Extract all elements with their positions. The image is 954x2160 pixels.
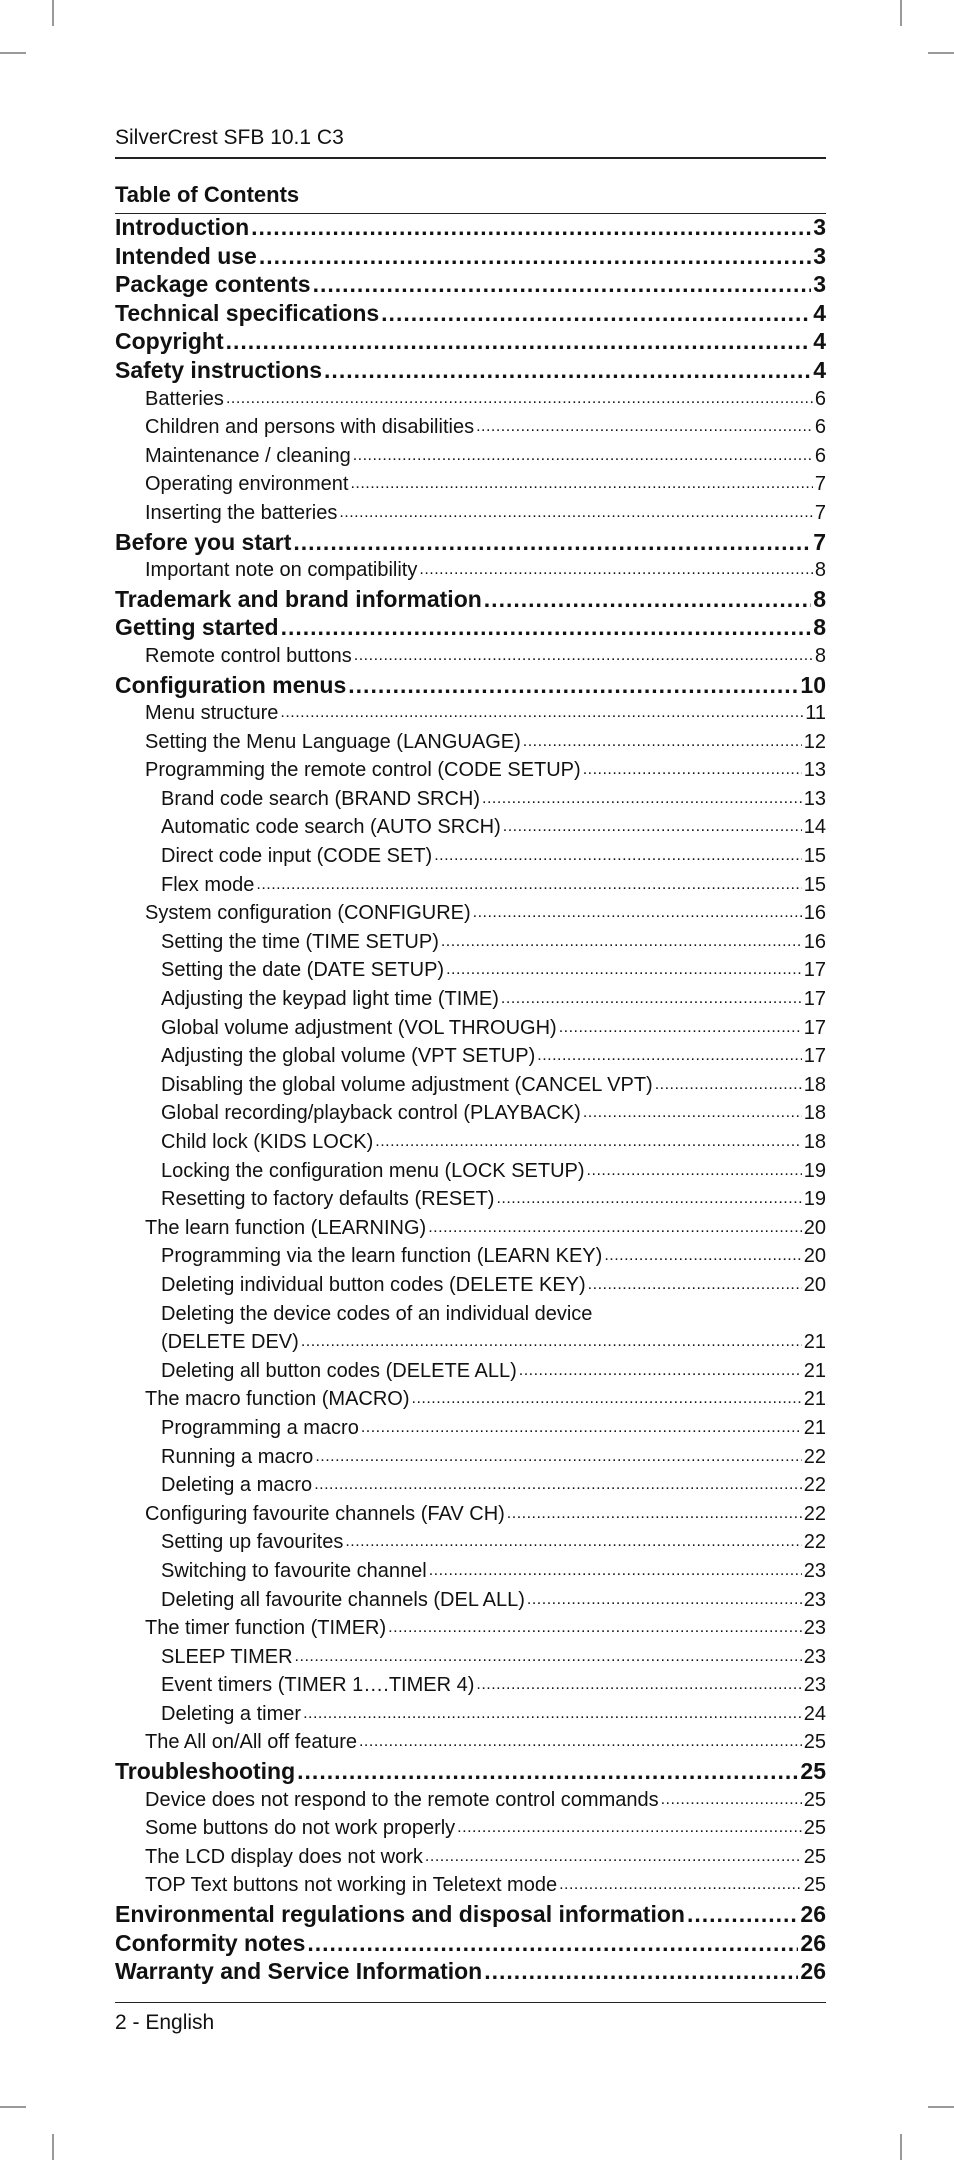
toc-entry[interactable]	[115, 699, 826, 728]
toc-entry-page: 19	[803, 1159, 826, 1182]
toc-entry-page: 23	[803, 1588, 826, 1611]
toc-entry-title: Inserting the batteries	[145, 501, 338, 524]
dot-leader	[537, 1042, 802, 1071]
toc-entry-title: Programming the remote control (CODE SETUP)	[145, 759, 581, 782]
toc-entry-title: Global volume adjustment (VOL THROUGH)	[161, 1016, 557, 1039]
toc-entry-title: Setting up favourites	[161, 1531, 344, 1554]
dot-leader	[350, 470, 812, 499]
dot-leader	[293, 528, 811, 557]
crop-mark	[0, 52, 26, 54]
crop-mark	[900, 2134, 902, 2160]
dot-leader	[348, 671, 798, 700]
toc-entry[interactable]	[115, 242, 826, 271]
toc-entry-title: Environmental regulations and disposal information	[115, 1901, 685, 1928]
toc-entry[interactable]	[115, 213, 826, 242]
toc-entry-title: Introduction	[115, 214, 250, 240]
toc-entry-page: 26	[800, 1929, 826, 1956]
toc-entry-title: Event timers (TIMER 1….TIMER 4)	[161, 1674, 475, 1697]
toc-entry[interactable]	[115, 928, 826, 957]
toc-entry[interactable]	[115, 499, 826, 528]
toc-entry[interactable]	[115, 442, 826, 471]
dot-leader	[507, 1500, 802, 1529]
toc-entry-title: Device does not respond to the remote control commands	[145, 1788, 659, 1811]
dot-leader	[425, 1843, 802, 1872]
toc-entry[interactable]	[115, 470, 826, 499]
dot-leader	[588, 1271, 802, 1300]
toc-entry-page: 3	[813, 242, 826, 269]
toc-entry-page: 22	[803, 1474, 826, 1497]
toc-entry-page: 15	[803, 845, 826, 868]
toc-entry[interactable]	[115, 1128, 826, 1157]
toc-entry[interactable]	[115, 1728, 826, 1757]
dot-leader	[339, 499, 813, 528]
toc-entry[interactable]	[115, 1500, 826, 1529]
toc-entry-title: Setting the date (DATE SETUP)	[161, 959, 445, 982]
toc-entry-page: 23	[803, 1617, 826, 1640]
toc-entry[interactable]	[115, 756, 826, 785]
toc-entry-title: Deleting individual button codes (DELETE KEY)	[161, 1273, 586, 1296]
toc-entry[interactable]	[115, 871, 826, 900]
crop-mark	[928, 2106, 954, 2108]
toc-entry-page: 16	[803, 930, 826, 953]
toc-entry[interactable]	[115, 585, 826, 614]
dot-leader	[476, 1671, 801, 1700]
toc-entry[interactable]	[115, 1443, 826, 1472]
toc-entry-title: Some buttons do not work properly	[145, 1817, 456, 1840]
dot-leader	[315, 1443, 801, 1472]
toc-entry-page: 14	[803, 816, 826, 839]
toc-entry-title: Warranty and Service Information	[115, 1958, 483, 1985]
toc-entry[interactable]	[115, 1643, 826, 1672]
toc-entry-title: Resetting to factory defaults (RESET)	[161, 1188, 495, 1211]
dot-leader	[226, 385, 813, 414]
dot-leader	[661, 1786, 802, 1815]
toc-entry-page: 25	[803, 1817, 826, 1840]
toc-entry[interactable]	[115, 1700, 826, 1729]
toc-entry-title: Deleting all favourite channels (DEL ALL)	[161, 1588, 525, 1611]
toc-entry[interactable]	[115, 842, 826, 871]
toc-entry-page: 18	[803, 1073, 826, 1096]
dot-leader	[476, 413, 813, 442]
toc-entry-title: System configuration (CONFIGURE)	[145, 902, 471, 925]
toc-entry-title: Programming a macro	[161, 1416, 359, 1439]
toc-entry-page: 8	[814, 644, 826, 667]
toc-entry-page: 23	[803, 1674, 826, 1697]
toc-entry-title: Global recording/playback control (PLAYBACK)	[161, 1102, 581, 1125]
dot-leader	[655, 1071, 802, 1100]
toc-entry[interactable]	[115, 785, 826, 814]
toc-entry[interactable]	[115, 1042, 826, 1071]
toc-entry-title: Deleting the device codes of an individual device	[161, 1302, 593, 1325]
toc-entry-page: 6	[814, 444, 826, 467]
dot-leader	[381, 299, 811, 328]
dot-leader	[412, 1385, 802, 1414]
toc-entry-title: Running a macro	[161, 1445, 314, 1468]
toc-entry-page: 22	[803, 1502, 826, 1525]
toc-entry[interactable]	[115, 671, 826, 700]
toc-entry-page: 25	[803, 1731, 826, 1754]
dot-leader	[587, 1157, 802, 1186]
dot-leader	[429, 1557, 802, 1586]
toc-entry[interactable]	[115, 1099, 826, 1128]
toc-entry[interactable]	[115, 956, 826, 985]
crop-mark	[900, 0, 902, 26]
dot-leader	[251, 213, 811, 242]
toc-entry-title: Before you start	[115, 528, 292, 555]
toc-entry-title: Important note on compatibility	[145, 559, 418, 582]
toc-entry-page: 8	[814, 559, 826, 582]
toc-title: Table of Contents	[115, 180, 826, 214]
toc-entry[interactable]	[115, 1185, 826, 1214]
toc-entry-page: 23	[803, 1645, 826, 1668]
toc-entry-title: Direct code input (CODE SET)	[161, 845, 433, 868]
toc-entry-page: 4	[813, 299, 826, 326]
toc-entry-page: 4	[813, 356, 826, 383]
toc-entry[interactable]	[115, 1014, 826, 1043]
dot-leader	[313, 270, 812, 299]
dot-leader	[314, 1471, 802, 1500]
toc-entry[interactable]	[115, 985, 826, 1014]
toc-entry-title: Configuration menus	[115, 671, 347, 698]
dot-leader	[434, 842, 802, 871]
toc-entry[interactable]	[115, 1157, 826, 1186]
dot-leader	[559, 1871, 802, 1900]
toc-entry-page: 21	[803, 1388, 826, 1411]
dot-leader	[388, 1614, 802, 1643]
crop-mark	[928, 52, 954, 54]
toc-entry-page: 25	[803, 1845, 826, 1868]
toc-entry-title: Package contents	[115, 271, 311, 298]
toc-entry-title: Children and persons with disabilities	[145, 416, 475, 439]
crop-mark	[0, 2106, 26, 2108]
toc-entry-title: Setting the Menu Language (LANGUAGE)	[145, 730, 521, 753]
toc-entry-title: Child lock (KIDS LOCK)	[161, 1131, 374, 1153]
toc-entry[interactable]	[115, 356, 826, 385]
dot-leader	[375, 1128, 801, 1157]
toc-entry[interactable]	[115, 642, 826, 671]
toc-entry-title: Programming via the learn function (LEARN KEY)	[161, 1245, 603, 1268]
toc-entry[interactable]	[115, 1871, 826, 1900]
toc-entry[interactable]	[115, 1357, 826, 1386]
toc-entry[interactable]	[115, 1071, 826, 1100]
toc-entry-page: 11	[805, 702, 826, 725]
toc-entry[interactable]	[115, 1614, 826, 1643]
dot-leader	[583, 756, 802, 785]
toc-entry-page: 25	[803, 1788, 826, 1811]
toc-entry-title: Batteries	[145, 387, 224, 410]
crop-mark	[52, 2134, 54, 2160]
toc-entry-page: 20	[803, 1273, 826, 1296]
dot-leader	[583, 1099, 802, 1128]
dot-leader	[687, 1900, 798, 1929]
dot-leader	[345, 1528, 801, 1557]
dot-leader	[226, 327, 812, 356]
toc-entry[interactable]	[115, 413, 826, 442]
dot-leader	[353, 442, 813, 471]
toc-entry-page: 21	[803, 1331, 826, 1354]
toc-entry-page: 13	[803, 759, 826, 782]
dot-leader	[359, 1728, 802, 1757]
toc-entry-title: Getting started	[115, 614, 279, 641]
dot-leader	[482, 785, 802, 814]
toc-entry-title: Switching to favourite channel	[161, 1559, 427, 1582]
dot-leader	[496, 1185, 801, 1214]
dot-leader	[259, 242, 811, 271]
dot-leader	[301, 1328, 802, 1357]
toc-entry-page: 6	[814, 387, 826, 410]
toc-entry-title: Adjusting the keypad light time (TIME)	[161, 988, 499, 1011]
dot-leader	[559, 1014, 802, 1043]
toc-entry-page: 25	[800, 1758, 826, 1785]
toc-entry-title: The All on/All off feature	[145, 1731, 357, 1754]
toc-entry-page: 21	[803, 1416, 826, 1439]
toc-entry-title: SLEEP TIMER	[161, 1645, 293, 1668]
toc-entry-page: 25	[803, 1874, 826, 1897]
toc-entry[interactable]	[115, 1528, 826, 1557]
toc-entry-title: Operating environment	[145, 473, 349, 496]
dot-leader	[604, 1242, 801, 1271]
toc-entry-page: 20	[803, 1245, 826, 1268]
toc-entry-page: 17	[803, 988, 826, 1011]
toc-entry-page: 4	[813, 328, 826, 355]
dot-leader	[303, 1700, 802, 1729]
page-footer: 2 - English	[115, 2002, 826, 2043]
toc-entry-page: 13	[803, 787, 826, 810]
toc-entry-page: 7	[813, 528, 826, 555]
toc-entry[interactable]	[115, 813, 826, 842]
dot-leader	[527, 1586, 802, 1615]
toc-entry-title: (DELETE DEV)	[161, 1331, 299, 1354]
toc-entry-title: Troubleshooting	[115, 1758, 296, 1785]
toc-entry-page: 7	[814, 473, 826, 496]
toc-entry-page: 6	[814, 416, 826, 439]
toc-entry-page: 18	[803, 1102, 826, 1125]
toc-entry[interactable]	[115, 1814, 826, 1843]
toc-entry-page: 22	[803, 1531, 826, 1554]
toc-entry-page: 10	[800, 671, 826, 698]
toc-entry[interactable]	[115, 1214, 826, 1243]
toc-entry[interactable]	[115, 728, 826, 757]
toc-entry-title: Maintenance / cleaning	[145, 444, 351, 467]
toc-entry[interactable]	[115, 1900, 826, 1929]
toc-entry[interactable]	[115, 528, 826, 557]
toc-entry[interactable]	[115, 1471, 826, 1500]
toc-entry-page: 20	[803, 1216, 826, 1239]
dot-leader	[280, 699, 803, 728]
toc-entry-title: Flex mode	[161, 873, 255, 896]
toc-entry[interactable]	[115, 1586, 826, 1615]
dot-leader	[297, 1757, 798, 1786]
dot-leader	[281, 613, 812, 642]
dot-leader	[523, 728, 802, 757]
toc-entry-title: Configuring favourite channels (FAV CH)	[145, 1502, 505, 1525]
toc-entry-page: 22	[803, 1445, 826, 1468]
toc-entry-title: Menu structure	[145, 702, 279, 725]
toc-entry-page: 21	[803, 1359, 826, 1382]
dot-leader	[324, 356, 811, 385]
dot-leader	[484, 585, 811, 614]
toc-entry-page: 16	[803, 902, 826, 925]
dot-leader	[473, 899, 802, 928]
dot-leader	[519, 1357, 802, 1386]
toc-entry[interactable]	[115, 556, 826, 585]
toc-entry-page: 12	[803, 730, 826, 753]
toc-entry[interactable]	[115, 327, 826, 356]
toc-entry[interactable]	[115, 1786, 826, 1815]
toc-entry-title: Conformity notes	[115, 1929, 306, 1956]
toc-entry-title: Safety instructions	[115, 356, 323, 383]
dot-leader	[295, 1643, 802, 1672]
dot-leader	[428, 1214, 802, 1243]
toc-entry-title: TOP Text buttons not working in Teletext mode	[145, 1874, 558, 1897]
toc-entry-title: Automatic code search (AUTO SRCH)	[161, 816, 501, 839]
running-header: SilverCrest SFB 10.1 C3	[115, 122, 826, 159]
toc-entry-page: 17	[803, 959, 826, 982]
toc-entry[interactable]	[115, 1557, 826, 1586]
toc-entry-title: Locking the configuration menu (LOCK SETUP)	[161, 1159, 585, 1182]
dot-leader	[503, 813, 802, 842]
toc-entry[interactable]	[115, 1929, 826, 1958]
toc-entry[interactable]	[115, 270, 826, 299]
toc-entry[interactable]	[115, 1843, 826, 1872]
toc-entry[interactable]	[115, 299, 826, 328]
dot-leader	[441, 928, 802, 957]
toc-entry-title: The macro function (MACRO)	[145, 1388, 410, 1411]
toc-entry-title: Brand code search (BRAND SRCH)	[161, 787, 480, 810]
toc-entry-title: Intended use	[115, 242, 257, 269]
toc-entry-title: Remote control buttons	[145, 644, 352, 667]
toc-entry-page: 17	[803, 1045, 826, 1068]
toc-entry-title: Deleting a timer	[161, 1702, 302, 1725]
toc-entry-title: The timer function (TIMER)	[145, 1617, 387, 1640]
toc-entry-title: Trademark and brand information	[115, 585, 482, 612]
toc-entry-page: 23	[803, 1559, 826, 1582]
toc-entry-title: The LCD display does not work	[145, 1845, 423, 1868]
toc-entry[interactable]	[115, 899, 826, 928]
toc-entry[interactable]	[115, 1957, 826, 1986]
dot-leader	[457, 1814, 802, 1843]
toc-entry-page: 26	[800, 1958, 826, 1985]
toc-entry[interactable]	[115, 1414, 826, 1443]
toc-entry-page: 8	[813, 614, 826, 641]
toc-entry-title: Technical specifications	[115, 299, 380, 326]
toc-entry[interactable]	[115, 1271, 826, 1300]
toc-entry-page: 8	[813, 585, 826, 612]
table-of-contents	[115, 213, 826, 1986]
toc-entry-title: Deleting a macro	[161, 1474, 313, 1497]
dot-leader	[256, 871, 801, 900]
toc-entry[interactable]	[115, 1385, 826, 1414]
toc-entry[interactable]	[115, 385, 826, 414]
toc-entry-title: Copyright	[115, 328, 224, 355]
dot-leader	[419, 556, 813, 585]
toc-entry[interactable]	[115, 1242, 826, 1271]
toc-entry[interactable]	[115, 1757, 826, 1786]
toc-entry-title: Disabling the global volume adjustment (CANCEL VPT)	[161, 1073, 653, 1096]
toc-entry-title: Deleting all button codes (DELETE ALL)	[161, 1359, 517, 1382]
dot-leader	[501, 985, 802, 1014]
toc-entry-page: 17	[803, 1016, 826, 1039]
toc-entry-title: The learn function (LEARNING)	[145, 1216, 427, 1239]
toc-entry-page: 3	[813, 214, 826, 240]
toc-entry[interactable]	[115, 613, 826, 642]
dot-leader	[361, 1414, 802, 1443]
toc-entry-page: 19	[803, 1188, 826, 1211]
toc-entry-page: 24	[803, 1702, 826, 1725]
toc-entry-page: 7	[814, 501, 826, 524]
toc-entry-page: 18	[803, 1131, 826, 1153]
toc-entry[interactable]	[115, 1328, 826, 1357]
toc-entry-page: 15	[803, 873, 826, 896]
toc-entry[interactable]	[115, 1300, 826, 1329]
toc-entry-title: Setting the time (TIME SETUP)	[161, 930, 439, 953]
toc-entry-page: 26	[800, 1901, 826, 1928]
toc-entry-page: 3	[813, 271, 826, 298]
dot-leader	[354, 642, 813, 671]
crop-mark	[52, 0, 54, 26]
dot-leader	[446, 956, 802, 985]
toc-entry-title: Adjusting the global volume (VPT SETUP)	[161, 1045, 536, 1068]
dot-leader	[307, 1929, 798, 1958]
dot-leader	[484, 1957, 798, 1986]
toc-entry[interactable]	[115, 1671, 826, 1700]
